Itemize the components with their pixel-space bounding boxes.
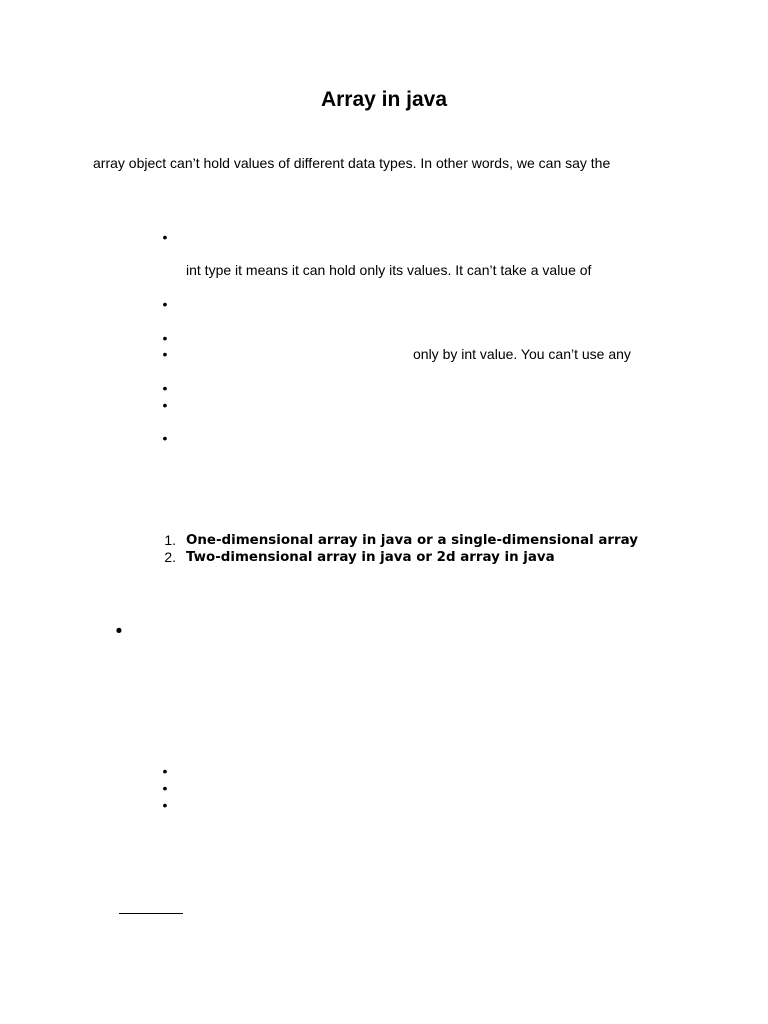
list-number-2: 2. xyxy=(164,549,176,565)
bullet-marker-8: • xyxy=(162,763,168,779)
bullet-marker-6: • xyxy=(162,397,168,413)
page-title: Array in java xyxy=(320,88,448,111)
list-item-two-dimensional: Two-dimensional array in java or 2d array in java xyxy=(186,550,555,565)
footnote-separator-rule xyxy=(119,913,183,914)
intro-paragraph-line: array object can’t hold values of different data types. In other words, we can say the xyxy=(93,155,611,171)
bullet-marker-7: • xyxy=(162,430,168,446)
list-number-1: 1. xyxy=(164,532,176,548)
int-type-text-line: int type it means it can hold only its values. It can’t take a value of xyxy=(186,262,592,278)
bullet-marker-1: • xyxy=(162,229,168,245)
bullet-marker-9: • xyxy=(162,780,168,796)
bullet-marker-5: • xyxy=(162,380,168,396)
bullet-marker-3: • xyxy=(162,330,168,346)
int-value-text-line: only by int value. You can’t use any xyxy=(413,346,631,362)
list-item-one-dimensional: One-dimensional array in java or a single-dimensional array xyxy=(186,533,638,548)
bullet-marker-10: • xyxy=(162,797,168,813)
bullet-marker-2: • xyxy=(162,296,168,312)
bullet-marker-4: • xyxy=(162,346,168,362)
bullet-marker-large: • xyxy=(115,621,123,642)
